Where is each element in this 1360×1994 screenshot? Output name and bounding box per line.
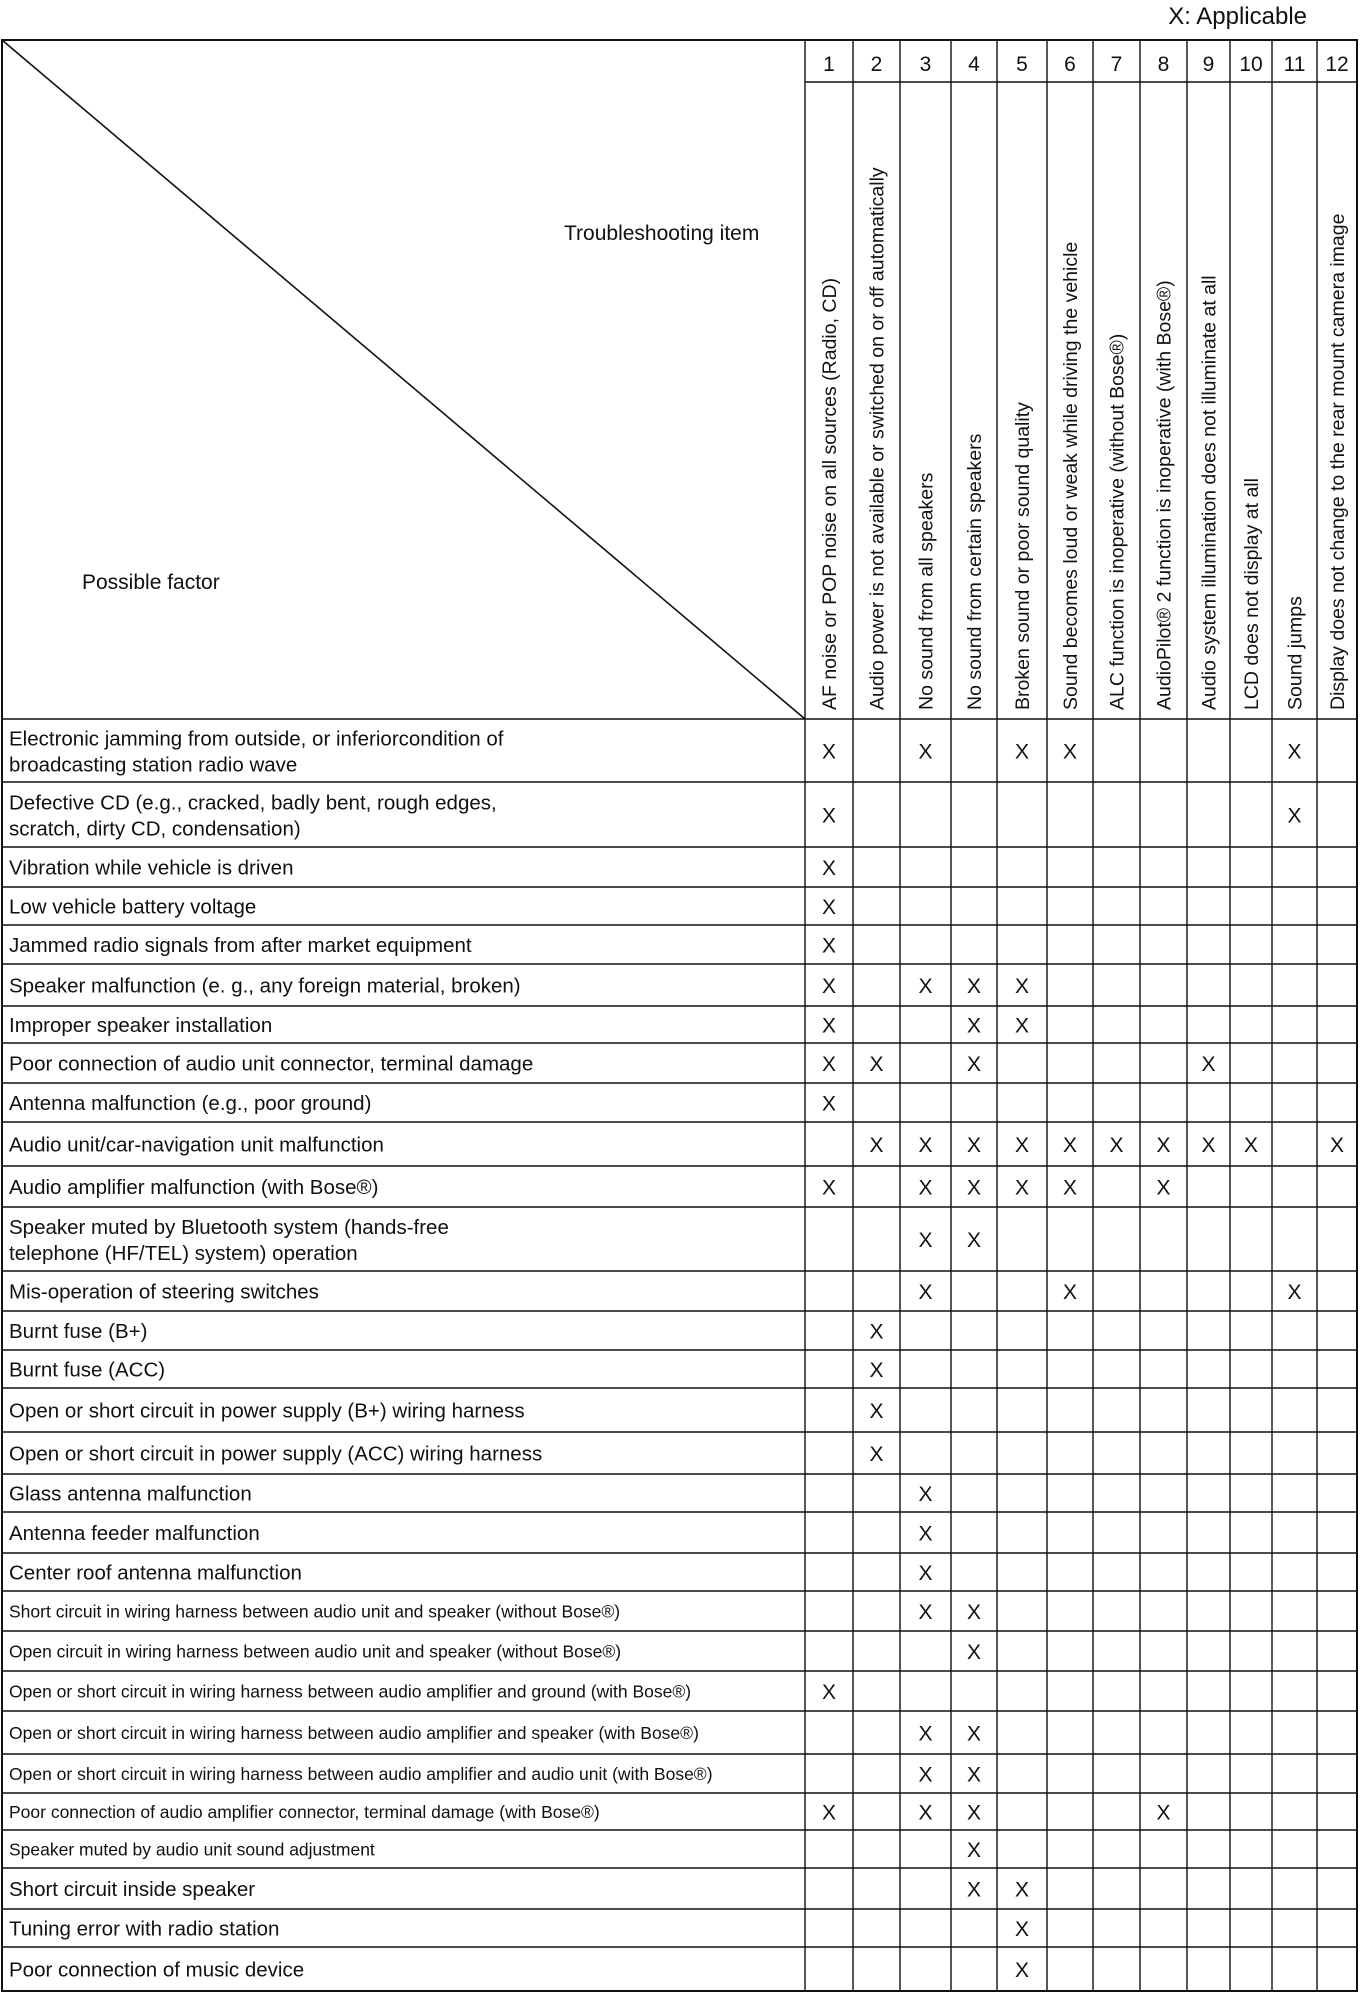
applicable-mark: X bbox=[1014, 1878, 1030, 1902]
factor-label: Audio unit/car-navigation unit malfunction bbox=[9, 1133, 384, 1157]
factor-label-line: Electronic jamming from outside, or inferiorcondition of bbox=[9, 727, 504, 751]
applicable-mark: X bbox=[918, 975, 933, 998]
applicable-mark: X bbox=[1014, 1176, 1030, 1200]
applicable-mark: X bbox=[1062, 740, 1078, 764]
applicable-mark: X bbox=[918, 740, 933, 764]
applicable-mark: X bbox=[1329, 1134, 1345, 1157]
applicable-mark: X bbox=[1109, 1134, 1124, 1157]
applicable-mark: X bbox=[1014, 1959, 1030, 1982]
applicable-mark: X bbox=[1156, 1176, 1171, 1200]
factor-label: Burnt fuse (B+) bbox=[9, 1319, 148, 1343]
applicable-mark: X bbox=[869, 1134, 884, 1157]
header-diagonal bbox=[2, 40, 805, 719]
column-number: 4 bbox=[968, 53, 980, 76]
factor-label: Jammed radio signals from after market equipment bbox=[9, 933, 472, 957]
factor-label: Poor connection of audio unit connector, terminal damage bbox=[9, 1052, 534, 1076]
factor-label: Open or short circuit in power supply (B+) wiring harness bbox=[9, 1399, 525, 1423]
factor-label: Speaker malfunction (e. g., any foreign material, broken) bbox=[9, 974, 521, 998]
column-header-label: Audio system illumination does not illuminate at all bbox=[1198, 275, 1221, 710]
applicable-mark: X bbox=[1243, 1134, 1259, 1157]
applicable-mark: X bbox=[918, 1176, 933, 1200]
applicable-mark: X bbox=[918, 1134, 933, 1157]
column-header-label: AudioPilot® 2 function is inoperative (with Bose®) bbox=[1153, 280, 1176, 710]
applicable-mark: X bbox=[1014, 1014, 1030, 1038]
column-number: 12 bbox=[1325, 53, 1349, 76]
column-header-label: Sound jumps bbox=[1284, 596, 1307, 710]
column-header-label: No sound from certain speakers bbox=[964, 433, 986, 710]
factor-label: Short circuit inside speaker bbox=[9, 1877, 256, 1901]
column-header-label: Display does not change to the rear mount camera image bbox=[1327, 213, 1349, 710]
column-headers bbox=[819, 167, 1349, 710]
factor-label-line: broadcasting station radio wave bbox=[9, 753, 298, 777]
applicable-mark: X bbox=[1201, 1053, 1216, 1076]
applicable-mark: X bbox=[966, 1641, 982, 1664]
applicable-mark: X bbox=[918, 1281, 933, 1304]
applicable-mark: X bbox=[966, 1722, 982, 1746]
applicable-mark: X bbox=[821, 1176, 837, 1200]
applicable-mark: X bbox=[1014, 740, 1030, 764]
applicable-mark: X bbox=[821, 1801, 837, 1825]
applicable-mark: X bbox=[966, 1176, 982, 1200]
applicable-mark: X bbox=[1014, 1918, 1030, 1941]
applicable-mark: X bbox=[918, 1229, 933, 1252]
column-header-label: AF noise or POP noise on all sources (Radio, CD) bbox=[819, 277, 841, 710]
applicable-mark: X bbox=[869, 1359, 884, 1382]
column-number: 5 bbox=[1016, 53, 1028, 76]
factor-label: Tuning error with radio station bbox=[9, 1917, 280, 1941]
applicable-mark: X bbox=[821, 1014, 837, 1038]
applicable-mark: X bbox=[1062, 1281, 1078, 1304]
applicable-mark: X bbox=[1287, 740, 1302, 764]
applicable-mark: X bbox=[821, 1092, 837, 1116]
column-numbers bbox=[823, 53, 1349, 76]
applicable-mark: X bbox=[869, 1320, 884, 1344]
column-header-label: No sound from all speakers bbox=[915, 472, 938, 710]
applicable-mark: X bbox=[869, 1053, 884, 1076]
column-number: 8 bbox=[1157, 53, 1170, 76]
troubleshooting-item-label: Troubleshooting item bbox=[564, 222, 760, 245]
applicable-mark: X bbox=[869, 1443, 884, 1466]
applicable-mark: X bbox=[1287, 804, 1302, 828]
column-header-label: Broken sound or poor sound quality bbox=[1012, 402, 1034, 710]
possible-factor-label: Possible factor bbox=[82, 571, 220, 594]
column-number: 9 bbox=[1202, 53, 1215, 76]
factor-label: Low vehicle battery voltage bbox=[9, 895, 257, 919]
applicable-mark: X bbox=[869, 1400, 884, 1423]
factor-label: Open or short circuit in power supply (ACC) wiring harness bbox=[9, 1442, 543, 1466]
applicable-mark: X bbox=[966, 1229, 982, 1252]
column-number: 3 bbox=[919, 53, 932, 76]
applicable-mark: X bbox=[821, 975, 837, 998]
legend-applicable: X: Applicable bbox=[1168, 3, 1307, 30]
applicable-mark: X bbox=[821, 804, 837, 828]
applicable-mark: X bbox=[918, 1522, 933, 1546]
applicable-mark: X bbox=[966, 1601, 982, 1624]
factor-label: Poor connection of audio amplifier connector, terminal damage (with Bose®) bbox=[9, 1801, 600, 1822]
applicable-mark: X bbox=[966, 1878, 982, 1902]
applicable-mark: X bbox=[966, 1134, 982, 1157]
applicable-mark: X bbox=[1201, 1134, 1216, 1157]
applicable-mark: X bbox=[1014, 975, 1030, 998]
factor-label: Center roof antenna malfunction bbox=[9, 1561, 302, 1585]
factor-label-line: Speaker muted by Bluetooth system (hands-free bbox=[9, 1216, 449, 1239]
applicable-mark: X bbox=[1014, 1134, 1030, 1157]
applicable-mark: X bbox=[918, 1722, 933, 1746]
applicable-mark: X bbox=[1156, 1134, 1171, 1157]
applicable-mark: X bbox=[1062, 1176, 1078, 1200]
column-number: 1 bbox=[823, 53, 835, 76]
applicable-mark: X bbox=[966, 975, 982, 998]
factor-label: Short circuit in wiring harness between audio unit and speaker (without Bose®) bbox=[9, 1601, 621, 1622]
column-header-label: LCD does not display at all bbox=[1241, 478, 1263, 710]
column-number: 2 bbox=[870, 53, 883, 76]
factor-label: Speaker muted by audio unit sound adjustment bbox=[9, 1839, 375, 1860]
applicable-mark: X bbox=[1156, 1801, 1171, 1825]
factor-label: Open or short circuit in wiring harness between audio amplifier and ground (with Bose®) bbox=[9, 1681, 692, 1702]
applicable-mark: X bbox=[918, 1601, 933, 1624]
column-number: 6 bbox=[1064, 53, 1076, 76]
factor-label: Antenna malfunction (e.g., poor ground) bbox=[9, 1091, 372, 1115]
applicable-mark: X bbox=[918, 1801, 933, 1825]
applicable-mark: X bbox=[966, 1053, 982, 1076]
factor-label-line: scratch, dirty CD, condensation) bbox=[9, 817, 301, 841]
applicable-mark: X bbox=[821, 1681, 837, 1704]
applicable-mark: X bbox=[966, 1839, 982, 1862]
factor-label: Open circuit in wiring harness between audio unit and speaker (without Bose®) bbox=[9, 1641, 622, 1662]
column-header-label: Audio power is not available or switched on or off automatically bbox=[866, 167, 889, 710]
column-number: 7 bbox=[1110, 53, 1123, 76]
column-number: 10 bbox=[1239, 53, 1263, 76]
applicable-mark: X bbox=[966, 1014, 982, 1038]
factor-label: Mis-operation of steering switches bbox=[9, 1280, 319, 1304]
applicable-mark: X bbox=[1062, 1134, 1078, 1157]
applicable-mark: X bbox=[821, 1053, 837, 1076]
column-number: 11 bbox=[1283, 53, 1306, 76]
applicable-mark: X bbox=[918, 1483, 933, 1506]
column-header-label: ALC function is inoperative (without Bose®) bbox=[1106, 333, 1129, 710]
factor-label-line: telephone (HF/TEL) system) operation bbox=[9, 1242, 358, 1265]
applicable-mark: X bbox=[1287, 1281, 1302, 1304]
applicable-mark: X bbox=[821, 740, 837, 764]
applicable-mark: X bbox=[966, 1763, 982, 1787]
factor-label: Antenna feeder malfunction bbox=[9, 1521, 260, 1545]
factor-label: Audio amplifier malfunction (with Bose®) bbox=[9, 1175, 379, 1199]
applicable-mark: X bbox=[821, 857, 837, 880]
factor-label: Glass antenna malfunction bbox=[9, 1482, 252, 1506]
factor-label: Improper speaker installation bbox=[9, 1013, 273, 1037]
troubleshooting-matrix bbox=[0, 39, 1359, 1992]
factor-label: Open or short circuit in wiring harness between audio amplifier and speaker (with Bose®) bbox=[9, 1722, 699, 1743]
applicable-mark: X bbox=[821, 896, 837, 919]
factor-label: Open or short circuit in wiring harness between audio amplifier and audio unit (with Bose®) bbox=[9, 1763, 713, 1784]
applicable-mark: X bbox=[821, 934, 837, 958]
column-header-label: Sound becomes loud or weak while driving the vehicle bbox=[1060, 241, 1082, 710]
factor-label: Burnt fuse (ACC) bbox=[9, 1358, 166, 1382]
factor-label-line: Defective CD (e.g., cracked, badly bent, rough edges, bbox=[9, 791, 497, 815]
applicable-mark: X bbox=[918, 1763, 933, 1787]
factor-label: Vibration while vehicle is driven bbox=[9, 856, 294, 880]
applicable-mark: X bbox=[918, 1562, 933, 1585]
applicable-mark: X bbox=[966, 1801, 982, 1825]
factor-label: Poor connection of music device bbox=[9, 1958, 305, 1982]
